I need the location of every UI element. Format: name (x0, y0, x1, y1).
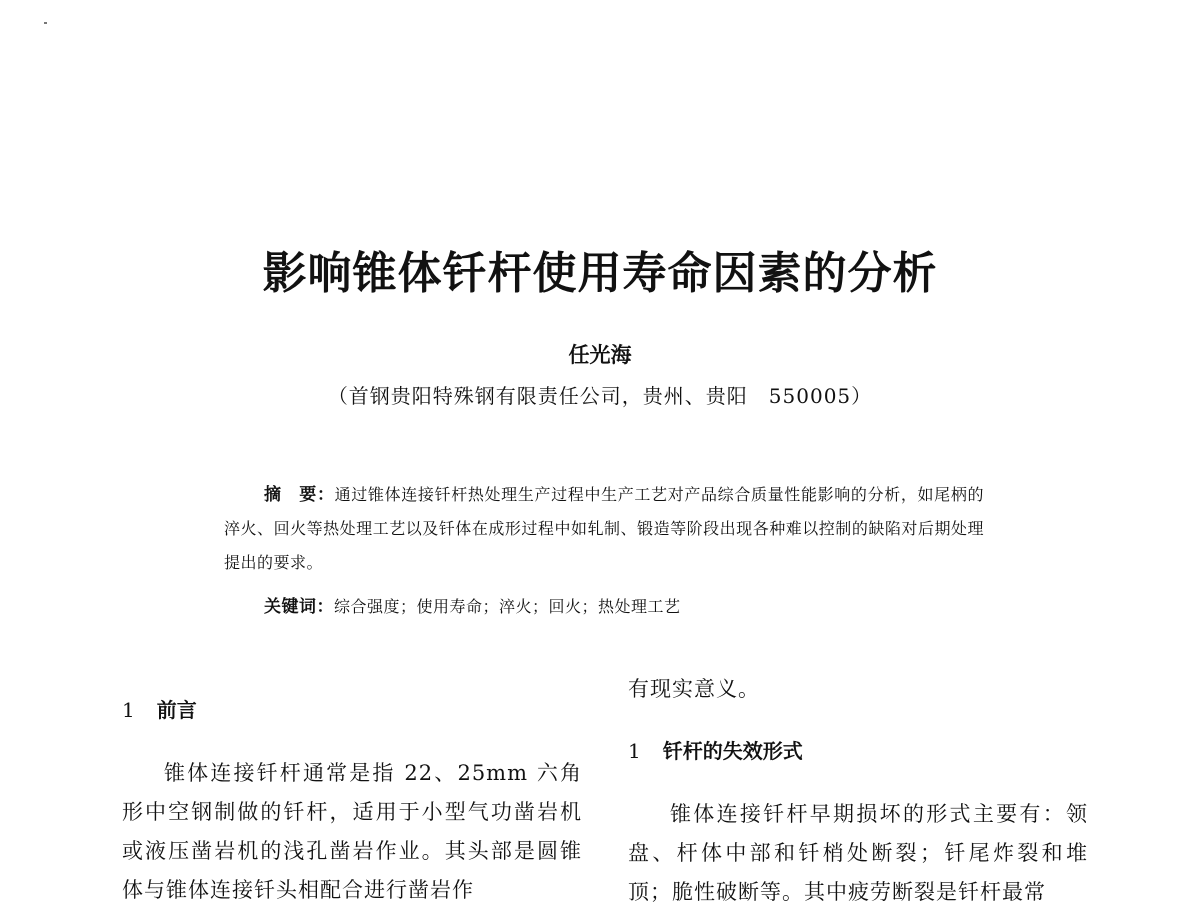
section-number: 1 (628, 739, 641, 763)
continued-text: 有现实意义。 (628, 677, 760, 701)
keywords-text: 综合强度；使用寿命；淬火；回火；热处理工艺 (334, 597, 681, 616)
author-affiliation: （首钢贵阳特殊钢有限责任公司，贵州、贵阳 550005） (327, 384, 873, 408)
body-paragraph: 锥体连接钎杆通常是指 22、25mm 六角形中空钢制做的钎杆，适用于小型气功凿岩机或液压凿岩机的浅孔凿岩作业。其头部是圆锥体与锥体连接钎头相配合进行凿岩作 (122, 761, 582, 902)
section-title: 钎杆的失效形式 (662, 739, 803, 763)
section-title: 前言 (156, 698, 197, 722)
abstract-paragraph (224, 478, 984, 580)
section-heading-failure-modes (628, 735, 1088, 767)
scan-speck (44, 22, 47, 24)
left-column (122, 694, 582, 907)
keywords-label: 关键词： (264, 597, 334, 617)
paper-title: 影响锥体钎杆使用寿命因素的分析 (262, 248, 938, 299)
section-number: 1 (122, 698, 135, 722)
section-heading-introduction (122, 694, 582, 726)
body-paragraph: 锥体连接钎杆早期损坏的形式主要有：领盘、杆体中部和钎梢处断裂；钎尾炸裂和堆顶；脆性破断等。其中疲劳断裂是钎杆最常 (628, 802, 1088, 904)
abstract (224, 478, 984, 580)
abstract-label: 摘 要： (264, 485, 335, 505)
right-column (628, 670, 1088, 907)
abstract-text: 通过锥体连接钎杆热处理生产过程中生产工艺对产品综合质量性能影响的分析，如尾柄的淬火、回火等热处理工艺以及钎体在成形过程中如轧制、锻造等阶段出现各种难以控制的缺陷对后期处理提出的要求。 (224, 485, 984, 572)
keywords (264, 594, 984, 620)
author-name: 任光海 (568, 343, 632, 367)
